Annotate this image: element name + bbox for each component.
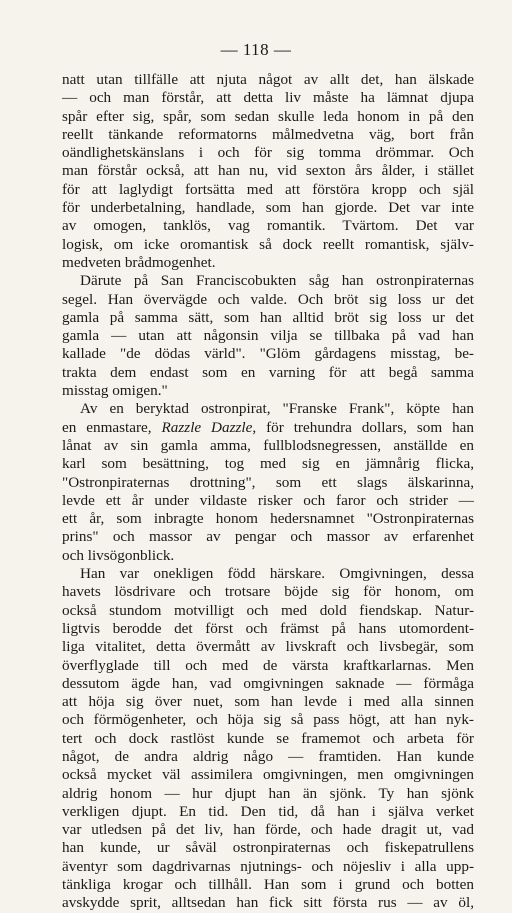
text-line: prins" och massor av pengar och massor av erfarenhet	[62, 528, 474, 546]
text-line: misstag omigen."	[62, 382, 168, 400]
text-line: lånat av sin gamla amma, fullblodsnegressen, anställde en	[62, 436, 474, 454]
text-line: var utledsen på det liv, han förde, och hade dragit ut, vad	[62, 821, 474, 839]
text-line: och livsögonblick.	[62, 546, 175, 564]
text-line: för att laglydigt fortsätta med att förstöra kropp och själ	[62, 180, 474, 198]
text-line: överflyglade till och med de värsta kraftkarlarnas. Men	[62, 656, 474, 674]
text-line: dessutom ägde han, vad omgivningen saknade — förmåga	[62, 674, 474, 692]
text-line: liga vitalitet, detta övermått av livskraft och livsbegär, som	[62, 638, 474, 656]
page-number: — 118 —	[220, 40, 292, 59]
text-line: gamla — utan att någonsin vilja se tillbaka på vad han	[62, 327, 474, 345]
text-line: spår efter sig, spår, som sedan skulle leda honom in på den	[62, 107, 474, 125]
text-line: ligtvis berodde det först och främst på hans utomordent-	[62, 619, 474, 637]
text-line: Därute på San Franciscobukten såg han ostronpiraternas	[80, 272, 474, 290]
text-line: också stundom motvilligt och med dold fiendskap. Natur-	[62, 601, 474, 619]
text-line: oändlighetskänslans i och för sig tomma drömmar. Och	[62, 144, 474, 162]
text-line: av omogen, tanklös, vag romantik. Tvärtom. Det var	[62, 217, 474, 235]
text-line: segel. Han övervägde och valde. Och bröt sig loss ur det	[62, 290, 474, 308]
text-line: en enmastare, Razzle Dazzle, för trehundra dollars, som han	[62, 418, 474, 436]
text-line: för underbetalning, handlade, som han gjorde. Det var inte	[62, 199, 474, 217]
text-line: Han var onekligen född härskare. Omgivningen, dessa	[80, 565, 474, 583]
text-line: tänkliga krogar och tillhåll. Han som i grund och botten	[62, 876, 474, 894]
text-line: — och man förstår, att detta liv måste ha lämnat djupa	[62, 89, 474, 107]
text-line: också mycket väl assimilera omgivningen, men omgivningen	[62, 766, 474, 784]
text-line: trakta dem endast som en varning för att begå samma	[62, 363, 474, 381]
body-text	[62, 71, 474, 913]
text-line: Av en beryktad ostronpirat, "Franske Frank", köpte han	[80, 400, 474, 418]
text-line: avskydde sprit, alltsedan han fick sitt första rus — av öl,	[62, 894, 474, 912]
text-line: medveten brådmogenhet.	[62, 253, 216, 271]
text-line: "Ostronpiraternas drottning", som ett slags älskarinna,	[62, 473, 474, 491]
text-line: natt utan tillfälle att njuta något av allt det, han älskade	[62, 71, 474, 88]
text-line: levde ett år under vildaste risker och faror och strider —	[62, 491, 474, 509]
text-line: havets lösdrivare och trotsare böjde sig för honom, om	[62, 583, 474, 601]
text-line: och förmögenheter, och höja sig så pass högt, att han nyk-	[62, 711, 474, 729]
text-line: ett år, som inbragte honom hedersnamnet "Ostronpiraternas	[62, 510, 474, 528]
text-line: äventyr som dagdrivarnas njutnings- och nöjesliv i alla upp-	[62, 857, 474, 875]
boat-name: Razzle Dazzle	[161, 418, 253, 436]
text-line: reellt tänkande reformatorns målmedvetna väg, bort från	[62, 125, 474, 143]
text-line: gamla på samma sätt, som han alltid bröt sig loss ur det	[62, 308, 474, 326]
text-line: något, de andra aldrig någo — framtiden. Han kunde	[62, 747, 474, 765]
text-line: att höja sig över nuet, som han levde i med alla sinnen	[62, 693, 474, 711]
text-line: kallade "de dödas värld". "Glöm gårdagens misstag, be-	[62, 345, 474, 363]
text-line: han kunde, ur såväl ostronpiraternas och fiskepatrullens	[62, 839, 474, 857]
text-line: verkligen djupt. En tid. Den tid, då han i själva verket	[62, 802, 474, 820]
text-line: tert och dock rastlöst kunde se framemot och arbeta för	[62, 729, 474, 747]
text-line: man förstår också, att han nu, vid sexton års ålder, i stället	[62, 162, 474, 180]
text-line: aldrig honom — hur djupt han än sjönk. Ty han sjönk	[62, 784, 474, 802]
text-line: karl som besättning, tog med sig en jämnårig flicka,	[62, 455, 474, 473]
text-line: logisk, om icke oromantisk så dock reellt romantisk, själv-	[62, 235, 474, 253]
